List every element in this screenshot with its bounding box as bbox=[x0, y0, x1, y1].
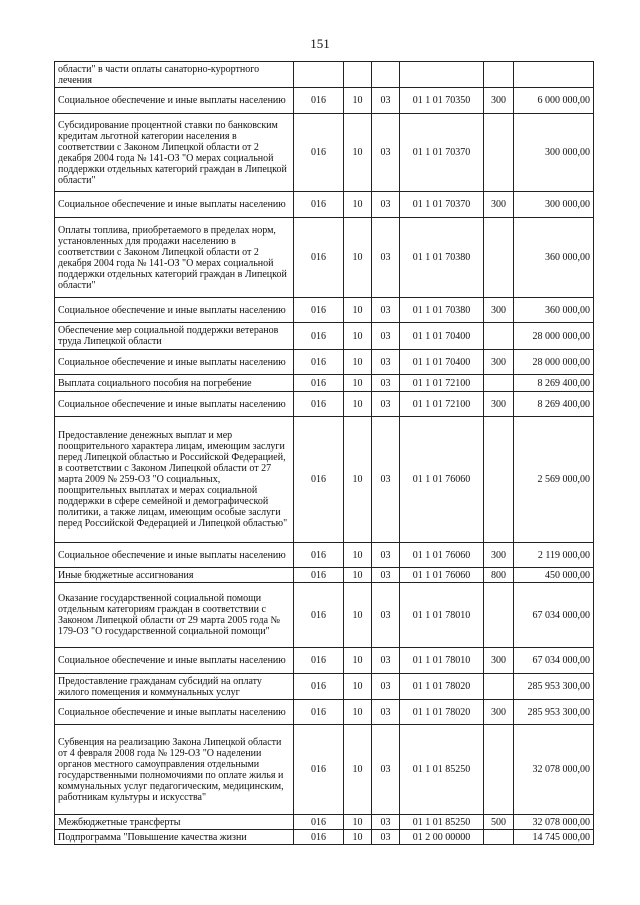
subsection-code-cell: 03 bbox=[372, 88, 400, 114]
expense-kind-cell bbox=[484, 323, 514, 350]
row-name-cell: Межбюджетные трансферты bbox=[55, 815, 294, 830]
section-code-cell: 10 bbox=[344, 543, 372, 568]
row-name-cell: Предоставление гражданам субсидий на оплату жилого помещения и коммунальных услуг bbox=[55, 674, 294, 700]
table-row bbox=[55, 674, 594, 700]
article-code-cell: 01 1 01 85250 bbox=[400, 725, 484, 815]
subsection-code-cell: 03 bbox=[372, 568, 400, 583]
admin-code-cell: 016 bbox=[294, 725, 344, 815]
table-row bbox=[55, 192, 594, 218]
subsection-code-cell bbox=[372, 62, 400, 88]
subsection-code-cell: 03 bbox=[372, 192, 400, 218]
row-name-cell: области" в части оплаты санаторно-курортного лечения bbox=[55, 62, 294, 88]
expense-kind-cell bbox=[484, 62, 514, 88]
subsection-code-cell: 03 bbox=[372, 298, 400, 323]
amount-cell: 450 000,00 bbox=[514, 568, 594, 583]
article-code-cell: 01 1 01 70350 bbox=[400, 88, 484, 114]
row-name-cell: Предоставление денежных выплат и мер поощрительного характера лицам, имеющим заслуги перед Липецкой областью и Российской Федерацией, в соответствии с Законом Липецкой области от 27 марта 2009 № 259-ОЗ "О социальных, поощрительных выплатах и мерах социальной поддержки в сфере семейной и демографической политики, а также лицам, имеющим особые заслуги перед Российской Федерацией и Липецкой областью" bbox=[55, 417, 294, 543]
table-row bbox=[55, 323, 594, 350]
amount-cell bbox=[514, 62, 594, 88]
admin-code-cell: 016 bbox=[294, 583, 344, 648]
table-row bbox=[55, 392, 594, 417]
row-name-cell: Субвенция на реализацию Закона Липецкой области от 4 февраля 2008 года № 129-ОЗ "О наделении органов местного самоуправления отдельными государственными полномочиями по оплате жилья и коммунальных услуг педагогическим, медицинским, работникам культуры и искусства" bbox=[55, 725, 294, 815]
admin-code-cell: 016 bbox=[294, 88, 344, 114]
amount-cell: 360 000,00 bbox=[514, 298, 594, 323]
amount-cell: 8 269 400,00 bbox=[514, 375, 594, 392]
row-name-cell: Социальное обеспечение и иные выплаты населению bbox=[55, 392, 294, 417]
expense-kind-cell: 300 bbox=[484, 192, 514, 218]
section-code-cell: 10 bbox=[344, 674, 372, 700]
admin-code-cell: 016 bbox=[294, 218, 344, 298]
admin-code-cell: 016 bbox=[294, 192, 344, 218]
section-code-cell: 10 bbox=[344, 218, 372, 298]
page-number: 151 bbox=[310, 36, 330, 51]
admin-code-cell bbox=[294, 62, 344, 88]
subsection-code-cell: 03 bbox=[372, 114, 400, 192]
table-row bbox=[55, 648, 594, 674]
article-code-cell: 01 1 01 76060 bbox=[400, 543, 484, 568]
article-code-cell: 01 1 01 72100 bbox=[400, 392, 484, 417]
expense-kind-cell: 500 bbox=[484, 815, 514, 830]
amount-cell: 360 000,00 bbox=[514, 218, 594, 298]
expense-kind-cell bbox=[484, 674, 514, 700]
subsection-code-cell: 03 bbox=[372, 725, 400, 815]
table-row bbox=[55, 114, 594, 192]
row-name-cell: Оплаты топлива, приобретаемого в пределах норм, установленных для продажи населению в соответствии с Законом Липецкой области от 2 декабря 2004 года № 141-ОЗ "О мерах социальной поддержки отдельных категорий граждан в Липецкой области" bbox=[55, 218, 294, 298]
budget-table bbox=[54, 61, 594, 845]
section-code-cell: 10 bbox=[344, 700, 372, 725]
expense-kind-cell: 300 bbox=[484, 648, 514, 674]
subsection-code-cell: 03 bbox=[372, 700, 400, 725]
expense-kind-cell: 300 bbox=[484, 88, 514, 114]
expense-kind-cell bbox=[484, 417, 514, 543]
expense-kind-cell: 300 bbox=[484, 350, 514, 375]
amount-cell: 8 269 400,00 bbox=[514, 392, 594, 417]
amount-cell: 67 034 000,00 bbox=[514, 583, 594, 648]
section-code-cell: 10 bbox=[344, 298, 372, 323]
section-code-cell: 10 bbox=[344, 114, 372, 192]
expense-kind-cell bbox=[484, 375, 514, 392]
article-code-cell: 01 1 01 70400 bbox=[400, 350, 484, 375]
subsection-code-cell: 03 bbox=[372, 392, 400, 417]
article-code-cell: 01 1 01 72100 bbox=[400, 375, 484, 392]
table-row bbox=[55, 350, 594, 375]
article-code-cell: 01 1 01 78010 bbox=[400, 583, 484, 648]
subsection-code-cell: 03 bbox=[372, 543, 400, 568]
article-code-cell: 01 1 01 78020 bbox=[400, 674, 484, 700]
article-code-cell: 01 1 01 70400 bbox=[400, 323, 484, 350]
section-code-cell: 10 bbox=[344, 568, 372, 583]
article-code-cell: 01 1 01 70370 bbox=[400, 114, 484, 192]
article-code-cell: 01 1 01 76060 bbox=[400, 417, 484, 543]
table-row bbox=[55, 815, 594, 830]
article-code-cell: 01 1 01 76060 bbox=[400, 568, 484, 583]
subsection-code-cell: 03 bbox=[372, 648, 400, 674]
table-row bbox=[55, 543, 594, 568]
section-code-cell bbox=[344, 62, 372, 88]
table-row bbox=[55, 298, 594, 323]
row-name-cell: Социальное обеспечение и иные выплаты населению bbox=[55, 648, 294, 674]
amount-cell: 67 034 000,00 bbox=[514, 648, 594, 674]
expense-kind-cell bbox=[484, 583, 514, 648]
row-name-cell: Социальное обеспечение и иные выплаты населению bbox=[55, 350, 294, 375]
admin-code-cell: 016 bbox=[294, 375, 344, 392]
section-code-cell: 10 bbox=[344, 583, 372, 648]
article-code-cell: 01 1 01 78010 bbox=[400, 648, 484, 674]
row-name-cell: Подпрограмма "Повышение качества жизни bbox=[55, 830, 294, 845]
expense-kind-cell: 300 bbox=[484, 543, 514, 568]
subsection-code-cell: 03 bbox=[372, 218, 400, 298]
admin-code-cell: 016 bbox=[294, 417, 344, 543]
section-code-cell: 10 bbox=[344, 350, 372, 375]
expense-kind-cell: 300 bbox=[484, 700, 514, 725]
table-row bbox=[55, 218, 594, 298]
subsection-code-cell: 03 bbox=[372, 417, 400, 543]
row-name-cell: Выплата социального пособия на погребение bbox=[55, 375, 294, 392]
expense-kind-cell bbox=[484, 830, 514, 845]
table-row bbox=[55, 568, 594, 583]
section-code-cell: 10 bbox=[344, 375, 372, 392]
section-code-cell: 10 bbox=[344, 725, 372, 815]
row-name-cell: Социальное обеспечение и иные выплаты населению bbox=[55, 298, 294, 323]
article-code-cell: 01 1 01 70380 bbox=[400, 298, 484, 323]
table-row bbox=[55, 88, 594, 114]
section-code-cell: 10 bbox=[344, 830, 372, 845]
row-name-cell: Социальное обеспечение и иные выплаты населению bbox=[55, 700, 294, 725]
amount-cell: 300 000,00 bbox=[514, 114, 594, 192]
amount-cell: 300 000,00 bbox=[514, 192, 594, 218]
row-name-cell: Социальное обеспечение и иные выплаты населению bbox=[55, 192, 294, 218]
expense-kind-cell: 800 bbox=[484, 568, 514, 583]
article-code-cell: 01 1 01 70380 bbox=[400, 218, 484, 298]
section-code-cell: 10 bbox=[344, 417, 372, 543]
table-row bbox=[55, 417, 594, 543]
section-code-cell: 10 bbox=[344, 815, 372, 830]
subsection-code-cell: 03 bbox=[372, 375, 400, 392]
article-code-cell: 01 2 00 00000 bbox=[400, 830, 484, 845]
table-row bbox=[55, 725, 594, 815]
table-row bbox=[55, 700, 594, 725]
table-row bbox=[55, 583, 594, 648]
expense-kind-cell: 300 bbox=[484, 298, 514, 323]
row-name-cell: Социальное обеспечение и иные выплаты населению bbox=[55, 88, 294, 114]
subsection-code-cell: 03 bbox=[372, 674, 400, 700]
subsection-code-cell: 03 bbox=[372, 323, 400, 350]
row-name-cell: Иные бюджетные ассигнования bbox=[55, 568, 294, 583]
expense-kind-cell bbox=[484, 114, 514, 192]
subsection-code-cell: 03 bbox=[372, 815, 400, 830]
section-code-cell: 10 bbox=[344, 392, 372, 417]
admin-code-cell: 016 bbox=[294, 323, 344, 350]
section-code-cell: 10 bbox=[344, 648, 372, 674]
subsection-code-cell: 03 bbox=[372, 583, 400, 648]
row-name-cell: Обеспечение мер социальной поддержки ветеранов труда Липецкой области bbox=[55, 323, 294, 350]
section-code-cell: 10 bbox=[344, 88, 372, 114]
amount-cell: 285 953 300,00 bbox=[514, 674, 594, 700]
article-code-cell: 01 1 01 78020 bbox=[400, 700, 484, 725]
row-name-cell: Субсидирование процентной ставки по банковским кредитам льготной категории населения в соответствии с Законом Липецкой области от 2 декабря 2004 года № 141-ОЗ "О мерах социальной поддержки отдельных категорий граждан в Липецкой области" bbox=[55, 114, 294, 192]
expense-kind-cell: 300 bbox=[484, 392, 514, 417]
admin-code-cell: 016 bbox=[294, 830, 344, 845]
row-name-cell: Оказание государственной социальной помощи отдельным категориям граждан в соответствии с Законом Липецкой области от 29 марта 2005 года № 179-ОЗ "О государственной социальной помощи" bbox=[55, 583, 294, 648]
expense-kind-cell bbox=[484, 725, 514, 815]
amount-cell: 28 000 000,00 bbox=[514, 350, 594, 375]
section-code-cell: 10 bbox=[344, 323, 372, 350]
admin-code-cell: 016 bbox=[294, 648, 344, 674]
admin-code-cell: 016 bbox=[294, 350, 344, 375]
article-code-cell: 01 1 01 85250 bbox=[400, 815, 484, 830]
amount-cell: 285 953 300,00 bbox=[514, 700, 594, 725]
subsection-code-cell: 03 bbox=[372, 830, 400, 845]
amount-cell: 32 078 000,00 bbox=[514, 815, 594, 830]
table-row bbox=[55, 62, 594, 88]
amount-cell: 28 000 000,00 bbox=[514, 323, 594, 350]
admin-code-cell: 016 bbox=[294, 543, 344, 568]
article-code-cell bbox=[400, 62, 484, 88]
expense-kind-cell bbox=[484, 218, 514, 298]
admin-code-cell: 016 bbox=[294, 298, 344, 323]
table-row bbox=[55, 830, 594, 845]
admin-code-cell: 016 bbox=[294, 392, 344, 417]
admin-code-cell: 016 bbox=[294, 114, 344, 192]
row-name-cell: Социальное обеспечение и иные выплаты населению bbox=[55, 543, 294, 568]
article-code-cell: 01 1 01 70370 bbox=[400, 192, 484, 218]
budget-table-body bbox=[55, 62, 594, 845]
amount-cell: 6 000 000,00 bbox=[514, 88, 594, 114]
section-code-cell: 10 bbox=[344, 192, 372, 218]
amount-cell: 14 745 000,00 bbox=[514, 830, 594, 845]
admin-code-cell: 016 bbox=[294, 568, 344, 583]
subsection-code-cell: 03 bbox=[372, 350, 400, 375]
amount-cell: 32 078 000,00 bbox=[514, 725, 594, 815]
admin-code-cell: 016 bbox=[294, 700, 344, 725]
admin-code-cell: 016 bbox=[294, 815, 344, 830]
amount-cell: 2 569 000,00 bbox=[514, 417, 594, 543]
amount-cell: 2 119 000,00 bbox=[514, 543, 594, 568]
admin-code-cell: 016 bbox=[294, 674, 344, 700]
table-row bbox=[55, 375, 594, 392]
